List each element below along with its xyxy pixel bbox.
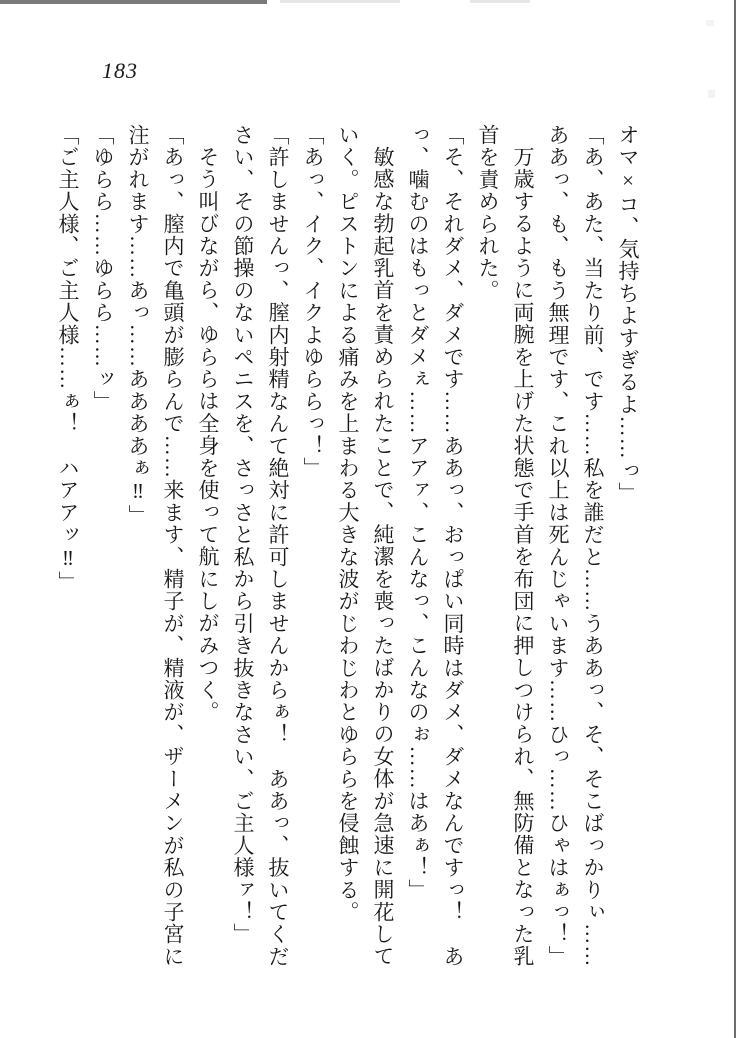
text-column-3: ああっ、も、もう無理です、これ以上は死んじゃいます……ひっ……ひゃはぁっ！」: [546, 124, 570, 968]
text-column-1: オマ×コ、気持ちよすぎるよ……っ」: [616, 124, 640, 505]
scan-noise-artifact: [708, 90, 715, 98]
scan-edge-top-artifact: [0, 0, 267, 4]
text-column-10: 「あっ、イク、イクよゆららっ！」: [301, 124, 325, 480]
text-block: [50, 124, 645, 996]
scan-noise-artifact: [706, 20, 714, 26]
text-column-12: さい、その節操のないペニスを、さっさと私から引き抜きなさい、ご主人様ァ！」: [231, 124, 255, 946]
text-column-16: 「ゆらら……ゆらら……ッ」: [91, 124, 115, 413]
text-column-14: 「あっ、膣内で亀頭が膨らんで……来ます、精子が、精液が、ザーメンが私の子宮に: [161, 124, 185, 968]
text-column-7: っ、噛むのはもっとダメぇ……アアァ、こんなっ、こんなのぉ……はあぁ！」: [406, 124, 430, 901]
text-column-11: 「許しませんっ、膣内射精なんて絶対に許可しませんからぁ！ ああっ、抜いてくだ: [266, 124, 290, 968]
text-column-5: 首を責められた。: [476, 124, 500, 302]
text-column-4: 万歳するように両腕を上げた状態で手首を布団に押しつけられ、無防備となった乳: [511, 146, 535, 968]
text-column-17: 「ご主人様、ご主人様……ぁ！ ハアアッ‼」: [56, 124, 80, 594]
scan-noise-artifact: [470, 0, 530, 3]
text-column-9: いく。ピストンによる痛みを上まわる大きな波がじわじわとゆららを侵蝕する。: [336, 124, 360, 924]
text-column-15: 注がれます……あっ……ああああぁ‼」: [126, 124, 150, 527]
text-column-2: 「あ、あた、当たり前、です……私を誰だと……うああっ、そ、そこばっかりぃ……: [581, 124, 605, 968]
text-column-8: 敏感な勃起乳首を責められたことで、純潔を喪ったばかりの女体が急速に開花して: [371, 146, 395, 968]
scan-noise-artifact: [280, 0, 400, 3]
text-column-13: そう叫びながら、ゆららは全身を使って航にしがみつく。: [196, 146, 220, 724]
text-column-6: 「そ、それダメ、ダメです……ああっ、おっぱい同時はダメ、ダメなんですっ！ あ: [441, 124, 465, 968]
page-number: 183: [102, 58, 138, 83]
